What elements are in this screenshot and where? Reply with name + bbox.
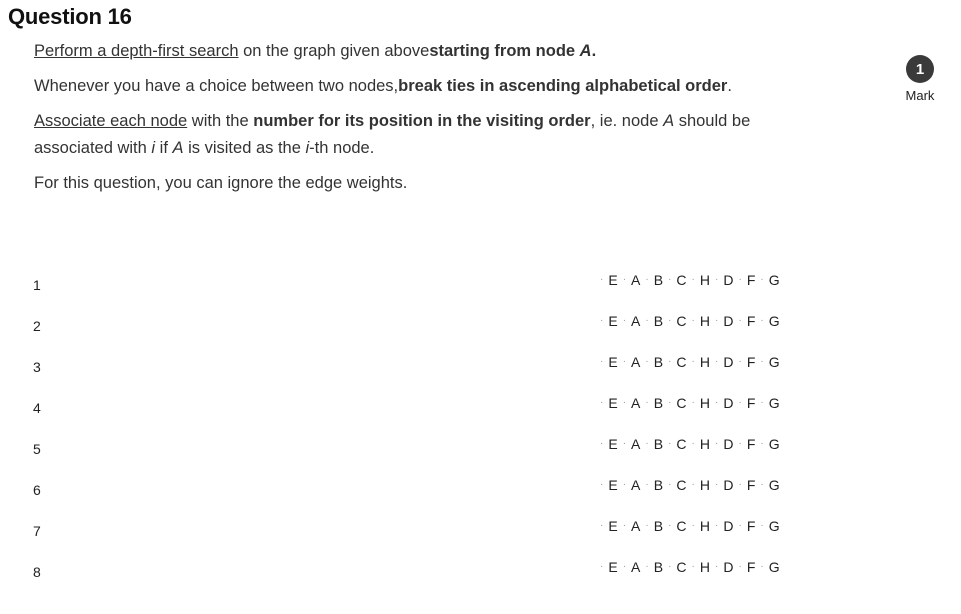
row-number: 7	[33, 523, 41, 539]
separator-dot: ·	[738, 520, 742, 531]
separator-dot: ·	[691, 438, 695, 449]
node-option-f[interactable]: F	[746, 272, 756, 288]
question-body	[34, 38, 794, 205]
separator-dot: ·	[760, 274, 764, 285]
separator-dot: ·	[691, 561, 695, 572]
node-option-a[interactable]: A	[631, 354, 641, 370]
separator-dot: ·	[645, 274, 649, 285]
separator-dot: ·	[668, 561, 672, 572]
node-option-h[interactable]: H	[699, 313, 710, 329]
node-option-a[interactable]: A	[631, 395, 641, 411]
node-option-f[interactable]: F	[746, 559, 756, 575]
node-option-a[interactable]: A	[631, 518, 641, 534]
answer-row	[0, 470, 961, 511]
node-options	[595, 559, 780, 575]
separator-dot: ·	[600, 315, 604, 326]
separator-dot: ·	[622, 561, 627, 572]
separator-dot: ·	[645, 315, 649, 326]
separator-dot: ·	[691, 479, 695, 490]
separator-dot: ·	[715, 520, 719, 531]
answer-row	[0, 388, 961, 429]
node-option-d[interactable]: D	[723, 272, 734, 288]
separator-dot: ·	[715, 356, 719, 367]
answer-row	[0, 265, 961, 306]
separator-dot: ·	[738, 561, 742, 572]
answer-rows	[0, 265, 961, 593]
separator-dot: ·	[600, 438, 604, 449]
separator-dot: ·	[645, 356, 649, 367]
node-option-d[interactable]: D	[723, 436, 734, 452]
node-option-a[interactable]: A	[631, 272, 641, 288]
separator-dot: ·	[760, 520, 764, 531]
node-option-c[interactable]: C	[676, 395, 687, 411]
node-option-c[interactable]: C	[676, 518, 687, 534]
separator-dot: ·	[691, 520, 695, 531]
separator-dot: ·	[738, 315, 742, 326]
node-option-e[interactable]: E	[608, 395, 618, 411]
separator-dot: ·	[715, 397, 719, 408]
node-option-g[interactable]: G	[768, 272, 780, 288]
separator-dot: ·	[668, 356, 672, 367]
node-option-g[interactable]: G	[768, 559, 780, 575]
node-option-e[interactable]: E	[608, 272, 618, 288]
separator-dot: ·	[622, 356, 627, 367]
answer-row	[0, 552, 961, 593]
separator-dot: ·	[645, 479, 649, 490]
node-option-c[interactable]: C	[676, 477, 687, 493]
node-option-d[interactable]: D	[723, 518, 734, 534]
separator-dot: ·	[622, 315, 627, 326]
node-options	[595, 313, 780, 329]
node-option-c[interactable]: C	[676, 559, 687, 575]
node-option-d[interactable]: D	[723, 395, 734, 411]
node-option-b[interactable]: B	[653, 395, 664, 411]
separator-dot: ·	[600, 520, 604, 531]
separator-dot: ·	[668, 274, 672, 285]
separator-dot: ·	[668, 397, 672, 408]
node-option-b[interactable]: B	[653, 313, 664, 329]
answer-row	[0, 511, 961, 552]
node-options	[595, 518, 780, 534]
mark-indicator	[898, 55, 942, 103]
node-option-f[interactable]: F	[746, 313, 756, 329]
separator-dot: ·	[760, 315, 764, 326]
node-option-c[interactable]: C	[676, 436, 687, 452]
dfs-link-text: Perform a depth-first search	[34, 42, 239, 60]
separator-dot: ·	[622, 438, 627, 449]
separator-dot: ·	[645, 438, 649, 449]
separator-dot: ·	[668, 315, 672, 326]
node-option-g[interactable]: G	[768, 313, 780, 329]
separator-dot: ·	[645, 561, 649, 572]
node-option-d[interactable]: D	[723, 477, 734, 493]
separator-dot: ·	[715, 274, 719, 285]
separator-dot: ·	[691, 274, 695, 285]
node-option-a[interactable]: A	[631, 436, 641, 452]
node-option-b[interactable]: B	[653, 436, 664, 452]
node-option-b[interactable]: B	[653, 477, 664, 493]
node-option-g[interactable]: G	[768, 518, 780, 534]
separator-dot: ·	[622, 479, 627, 490]
separator-dot: ·	[738, 397, 742, 408]
node-option-e[interactable]: E	[608, 477, 618, 493]
mark-count-badge: 1	[906, 55, 934, 83]
row-number: 3	[33, 359, 41, 375]
node-option-g[interactable]: G	[768, 354, 780, 370]
node-options	[595, 477, 780, 493]
node-option-e[interactable]: E	[608, 313, 618, 329]
node-option-h[interactable]: H	[699, 436, 710, 452]
separator-dot: ·	[622, 397, 627, 408]
node-option-g[interactable]: G	[768, 477, 780, 493]
node-option-b[interactable]: B	[653, 272, 664, 288]
separator-dot: ·	[760, 479, 764, 490]
separator-dot: ·	[645, 520, 649, 531]
separator-dot: ·	[645, 397, 649, 408]
node-option-e[interactable]: E	[608, 518, 618, 534]
separator-dot: ·	[622, 274, 627, 285]
row-number: 5	[33, 441, 41, 457]
node-option-d[interactable]: D	[723, 313, 734, 329]
separator-dot: ·	[691, 315, 695, 326]
node-option-a[interactable]: A	[631, 313, 641, 329]
node-option-h[interactable]: H	[699, 272, 710, 288]
row-number: 1	[33, 277, 41, 293]
row-number: 8	[33, 564, 41, 580]
node-options	[595, 272, 780, 288]
separator-dot: ·	[668, 479, 672, 490]
instruction-ties: Whenever you have a choice between two nodes,break ties in ascending alphabetical order.	[34, 77, 732, 95]
answer-row	[0, 347, 961, 388]
mark-label: Mark	[905, 88, 935, 103]
question-title: Question 16	[8, 4, 132, 29]
separator-dot: ·	[738, 274, 742, 285]
separator-dot: ·	[760, 356, 764, 367]
node-option-h[interactable]: H	[699, 559, 710, 575]
node-option-h[interactable]: H	[699, 477, 710, 493]
instruction-associate: Associate each node with the number for its position in the visiting order, ie. node A should be associated with i if A is visited as the i-th node.	[34, 112, 751, 157]
separator-dot: ·	[738, 479, 742, 490]
row-number: 6	[33, 482, 41, 498]
node-option-e[interactable]: E	[608, 354, 618, 370]
node-option-h[interactable]: H	[699, 518, 710, 534]
node-option-h[interactable]: H	[699, 354, 710, 370]
node-option-d[interactable]: D	[723, 559, 734, 575]
instruction-dfs: Perform a depth-first search on the graph given abovestarting from node A.	[34, 42, 597, 60]
node-option-c[interactable]: C	[676, 272, 687, 288]
answer-row	[0, 429, 961, 470]
separator-dot: ·	[668, 438, 672, 449]
separator-dot: ·	[600, 479, 604, 490]
separator-dot: ·	[600, 274, 604, 285]
separator-dot: ·	[738, 356, 742, 367]
row-number: 4	[33, 400, 41, 416]
row-number: 2	[33, 318, 41, 334]
node-option-f[interactable]: F	[746, 477, 756, 493]
separator-dot: ·	[691, 356, 695, 367]
instruction-weights: For this question, you can ignore the edge weights.	[34, 174, 408, 192]
node-option-c[interactable]: C	[676, 354, 687, 370]
separator-dot: ·	[600, 397, 604, 408]
node-option-g[interactable]: G	[768, 395, 780, 411]
node-option-b[interactable]: B	[653, 559, 664, 575]
separator-dot: ·	[691, 397, 695, 408]
node-options	[595, 354, 780, 370]
associate-link-text: Associate each node	[34, 112, 188, 130]
separator-dot: ·	[600, 561, 604, 572]
separator-dot: ·	[622, 520, 627, 531]
node-option-f[interactable]: F	[746, 436, 756, 452]
separator-dot: ·	[760, 561, 764, 572]
answer-row	[0, 306, 961, 347]
node-option-c[interactable]: C	[676, 313, 687, 329]
separator-dot: ·	[715, 479, 719, 490]
separator-dot: ·	[600, 356, 604, 367]
node-option-a[interactable]: A	[631, 559, 641, 575]
separator-dot: ·	[738, 438, 742, 449]
node-option-d[interactable]: D	[723, 354, 734, 370]
node-option-g[interactable]: G	[768, 436, 780, 452]
node-option-f[interactable]: F	[746, 395, 756, 411]
node-option-f[interactable]: F	[746, 354, 756, 370]
separator-dot: ·	[715, 438, 719, 449]
node-option-f[interactable]: F	[746, 518, 756, 534]
node-options	[595, 395, 780, 411]
node-option-h[interactable]: H	[699, 395, 710, 411]
separator-dot: ·	[715, 315, 719, 326]
node-options	[595, 436, 780, 452]
node-option-a[interactable]: A	[631, 477, 641, 493]
node-option-e[interactable]: E	[608, 436, 618, 452]
separator-dot: ·	[760, 438, 764, 449]
node-option-b[interactable]: B	[653, 354, 664, 370]
node-option-b[interactable]: B	[653, 518, 664, 534]
separator-dot: ·	[668, 520, 672, 531]
separator-dot: ·	[715, 561, 719, 572]
node-option-e[interactable]: E	[608, 559, 618, 575]
separator-dot: ·	[760, 397, 764, 408]
